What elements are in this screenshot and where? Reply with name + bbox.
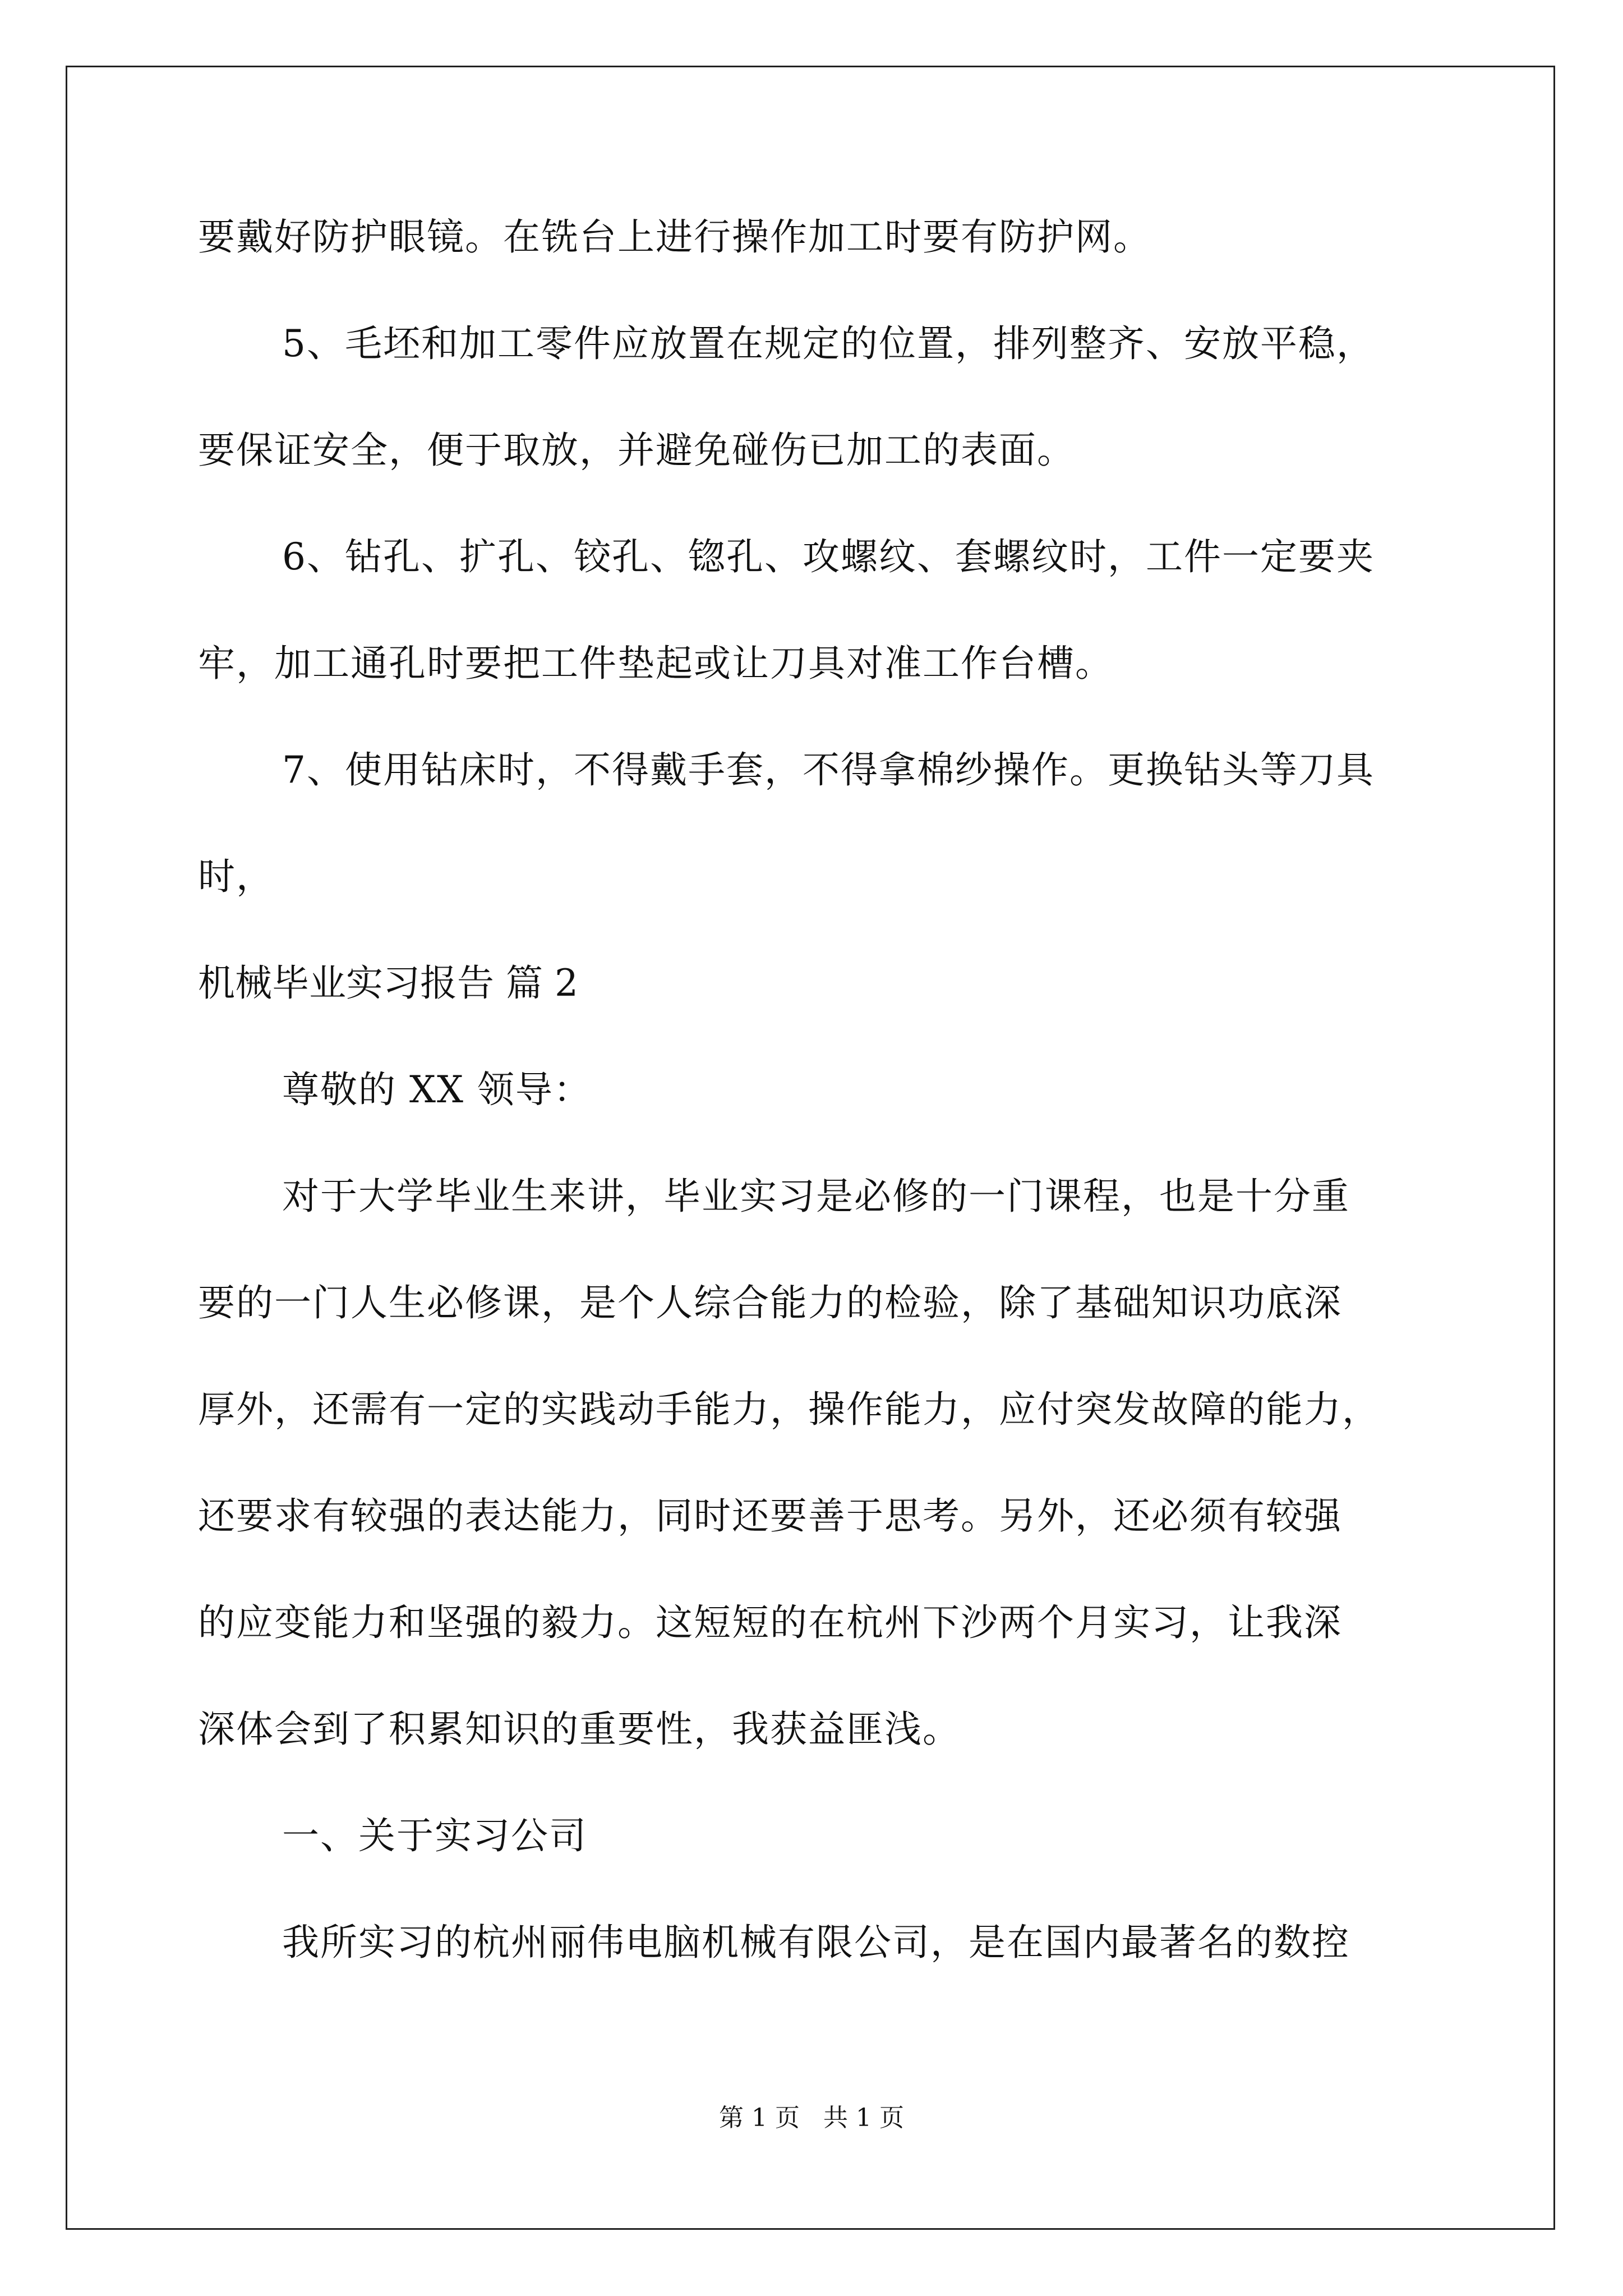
text-line: 牢，加工通孔时要把工件垫起或让刀具对准工作台槽。 xyxy=(198,642,1113,685)
text-line: 对于大学毕业生来讲，毕业实习是必修的一门课程，也是十分重 xyxy=(282,1175,1350,1218)
text-line: 还要求有较强的表达能力，同时还要善于思考。另外，还必须有较强 xyxy=(198,1494,1342,1538)
text-line: 5、毛坯和加工零件应放置在规定的位置，排列整齐、安放平稳， xyxy=(282,322,1375,365)
text-line: 深体会到了积累知识的重要性，我获益匪浅。 xyxy=(198,1708,961,1751)
text-line: 时， xyxy=(198,855,274,898)
salutation: 尊敬的 XX 领导： xyxy=(282,1068,592,1111)
text-line: 厚外，还需有一定的实践动手能力，操作能力，应付突发故障的能力， xyxy=(198,1388,1380,1431)
text-line: 6、钻孔、扩孔、铰孔、锪孔、攻螺纹、套螺纹时，工件一定要夹 xyxy=(282,535,1375,578)
text-line: 要的一门人生必修课，是个人综合能力的检验，除了基础知识功底深 xyxy=(198,1281,1342,1324)
text-line: 的应变能力和坚强的毅力。这短短的在杭州下沙两个月实习，让我深 xyxy=(198,1601,1342,1644)
text-line: 要保证安全，便于取放，并避免碰伤已加工的表面。 xyxy=(198,429,1075,472)
subsection-heading: 一、关于实习公司 xyxy=(282,1814,587,1857)
page-border xyxy=(66,66,1555,2230)
section-heading: 机械毕业实习报告 篇 2 xyxy=(198,961,578,1005)
text-line: 我所实习的杭州丽伟电脑机械有限公司，是在国内最著名的数控 xyxy=(282,1921,1350,1964)
text-line: 7、使用钻床时，不得戴手套，不得拿棉纱操作。更换钻头等刀具 xyxy=(282,748,1375,792)
text-line: 要戴好防护眼镜。在铣台上进行操作加工时要有防护网。 xyxy=(198,215,1151,259)
page-footer: 第 1 页 共 1 页 xyxy=(719,2104,904,2132)
